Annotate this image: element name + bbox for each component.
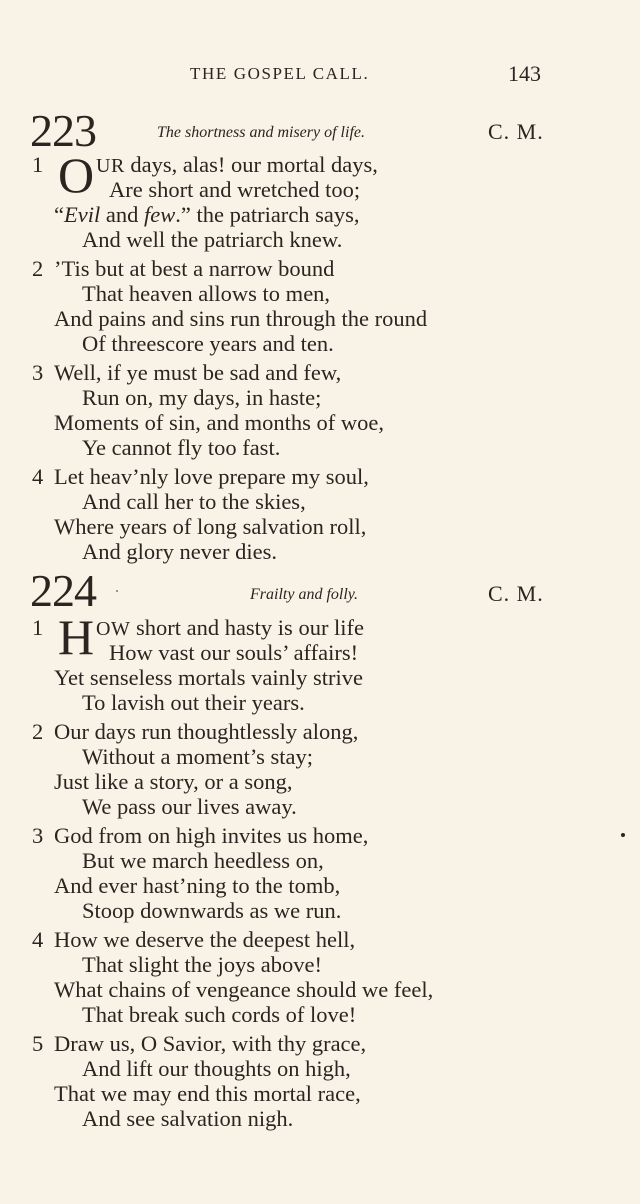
stanza-line: [32, 258, 334, 281]
quote-mark: “: [54, 202, 64, 227]
line-text: .” the patriarch says,: [175, 202, 360, 227]
stanza-line: [32, 362, 341, 385]
stanza-line: [32, 721, 358, 744]
line-text: God from on high invites us home,: [54, 823, 369, 848]
line-text: Well, if ye must be sad and few,: [54, 360, 342, 385]
stanza-line: And call her to the skies,: [82, 489, 306, 514]
line-text: short and hasty is our life: [130, 615, 365, 640]
hymn-meter: C. M.: [488, 119, 544, 144]
drop-cap: H: [58, 609, 95, 665]
stanza-line: What chains of vengeance should we feel,: [54, 977, 434, 1002]
stanza-line: Yet senseless mortals vainly strive: [54, 665, 363, 690]
stanza-line: [96, 617, 364, 640]
verse-number: 2: [32, 719, 44, 744]
paper-speck: [621, 833, 625, 837]
stanza-line: Stoop downwards as we run.: [82, 898, 342, 923]
line-text: Our days run thoughtlessly along,: [54, 719, 359, 744]
page-number: 143: [508, 61, 541, 86]
stanza-line: Moments of sin, and months of woe,: [54, 410, 384, 435]
stanza-line: And ever hast’ning to the tomb,: [54, 873, 341, 898]
verse-number: 3: [32, 823, 44, 848]
verse-number: 5: [32, 1031, 44, 1056]
stanza-line: [32, 825, 368, 848]
stanza-line: That we may end this mortal race,: [54, 1081, 361, 1106]
stanza-line: Where years of long salvation roll,: [54, 514, 367, 539]
verse-number: 3: [32, 360, 44, 385]
line-text: Draw us, O Savior, with thy grace,: [54, 1031, 367, 1056]
verse-number: 2: [32, 256, 44, 281]
stanza-line: [96, 154, 378, 177]
line-text: ’Tis but at best a narrow bound: [54, 256, 335, 281]
stanza-line: [32, 154, 54, 177]
verse-number: 1: [32, 152, 44, 177]
line-text: Let heav’nly love prepare my soul,: [54, 464, 369, 489]
drop-cap: O: [58, 147, 95, 203]
line-text: and: [100, 202, 144, 227]
stanza-line: That heaven allows to men,: [82, 281, 331, 306]
stanza-line: [32, 1033, 366, 1056]
italic-word: Evil: [64, 202, 101, 227]
hymn-meter: C. M.: [488, 581, 544, 606]
small-caps-word: UR: [96, 155, 125, 177]
stanza-line: And lift our thoughts on high,: [82, 1056, 351, 1081]
stanza-line: And pains and sins run through the round: [54, 306, 428, 331]
stanza-line: Without a moment’s stay;: [82, 744, 313, 769]
stanza-line: And well the patriarch knew.: [82, 227, 343, 252]
stanza-line: How vast our souls’ affairs!: [109, 640, 359, 665]
stanza-line: Ye cannot fly too fast.: [82, 435, 281, 460]
stanza-line: Just like a story, or a song,: [54, 769, 293, 794]
stanza-line: [32, 466, 369, 489]
stanza-line: Run on, my days, in haste;: [82, 385, 322, 410]
stanza-line: And see salvation nigh.: [82, 1106, 294, 1131]
stanza-line: Of threescore years and ten.: [82, 331, 334, 356]
stanza-line: To lavish out their years.: [82, 690, 305, 715]
hymn-subtitle: The shortness and misery of life.: [157, 124, 365, 141]
hymn-number: 223: [30, 105, 96, 156]
stanza-line: [32, 617, 54, 640]
italic-word: few: [143, 202, 176, 227]
stanza-line: We pass our lives away.: [82, 794, 297, 819]
stanza-line: Are short and wretched too;: [109, 177, 361, 202]
verse-number: 1: [32, 615, 44, 640]
hymn-subtitle: Frailty and folly.: [250, 586, 358, 603]
hymn-number: 224: [30, 565, 96, 616]
verse-number: 4: [32, 927, 44, 952]
stanza-line: But we march heedless on,: [82, 848, 324, 873]
stanza-line: That break such cords of love!: [82, 1002, 357, 1027]
paper-speck: [116, 590, 118, 592]
stanza-line: And glory never dies.: [82, 539, 277, 564]
line-text: days, alas! our mortal days,: [124, 152, 378, 177]
stanza-line: [54, 204, 360, 227]
verse-number: 4: [32, 464, 44, 489]
line-text: How we deserve the deepest hell,: [54, 927, 356, 952]
running-title: THE GOSPEL CALL.: [190, 64, 370, 83]
small-caps-word: OW: [96, 618, 131, 640]
stanza-line: [32, 929, 355, 952]
stanza-line: That slight the joys above!: [82, 952, 322, 977]
